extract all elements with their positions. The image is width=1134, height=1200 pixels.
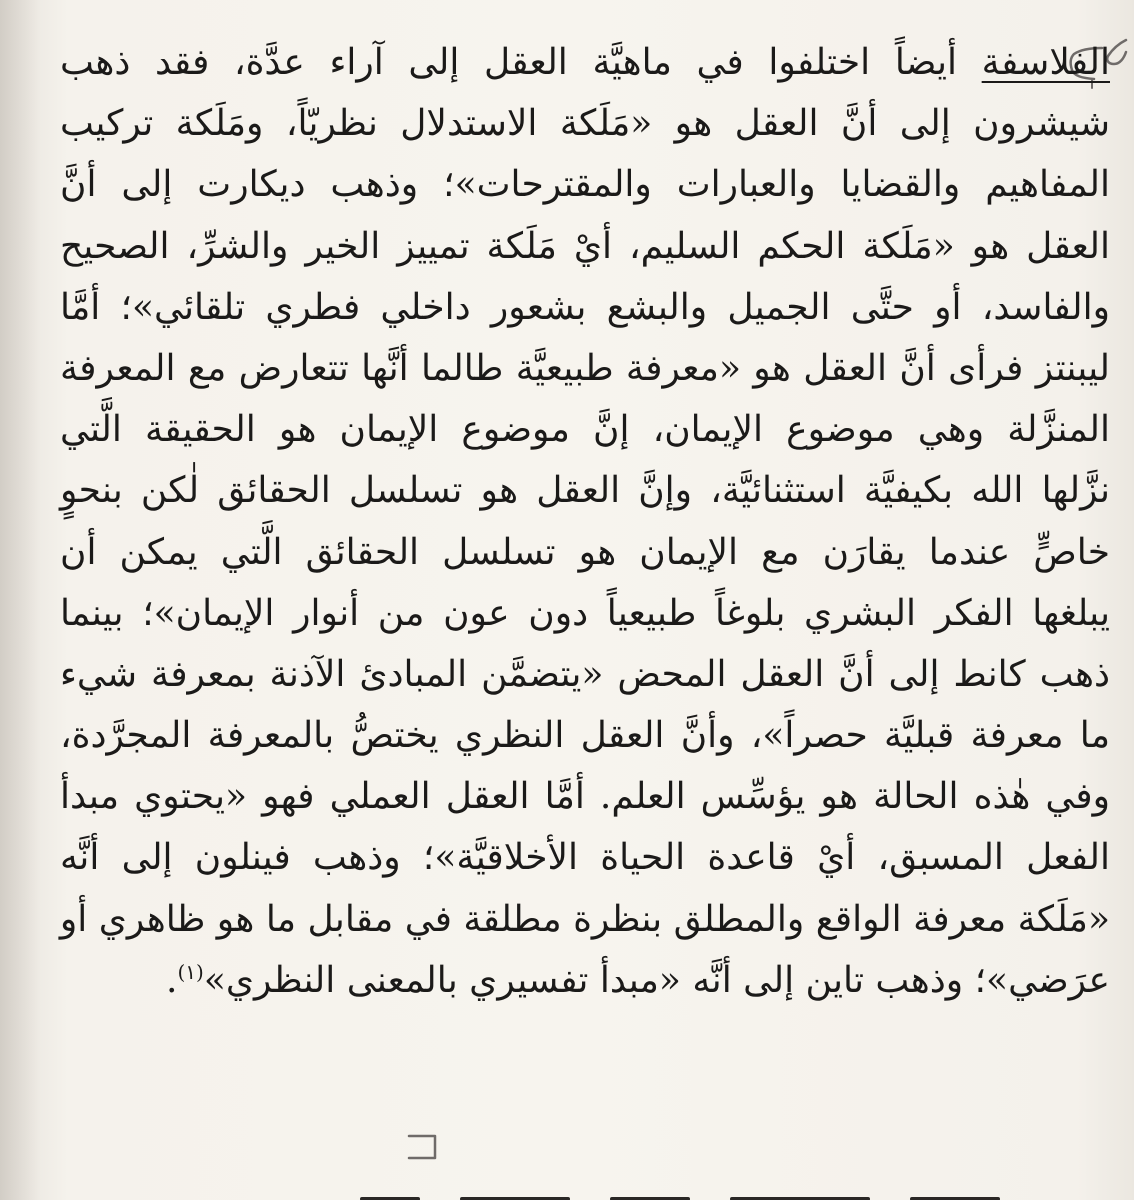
text-line-4: العقل هو «مَلَكة الحكم السليم، أيْ مَلَكة تمييز الخير والشرِّ، الصحيح — [60, 225, 1110, 267]
cut-off-next-line — [360, 1188, 1060, 1200]
text-line-15: «مَلَكة معرفة الواقع والمطلق بنظرة مطلقة في مقابل ما هو ظاهري أو — [59, 898, 1110, 940]
text-line-10: يبلغها الفكر البشري بلوغاً طبيعياً دون عون من أنوار الإيمان»؛ بينما — [60, 592, 1110, 634]
text-line-14: الفعل المسبق، أيْ قاعدة الحياة الأخلاقيَّة»؛ وذهب فينلون إلى أنَّه — [60, 837, 1110, 879]
page-gutter-shadow — [0, 0, 40, 1200]
line-1-after: أيضاً اختلفوا في ماهيَّة العقل إلى آراء عدَّة، فقد ذهب — [60, 42, 982, 83]
line-16-text: عرَضي»؛ وذهب تاين إلى أنَّه «مبدأ تفسيري بالمعنى النظري» — [203, 959, 1110, 1001]
body-text — [60, 32, 1110, 1011]
pen-closing-bracket-mark — [405, 1128, 450, 1168]
text-line-7: المنزَّلة وهي موضوع الإيمان، إنَّ موضوع الإيمان هو الحقيقة الَّتي — [60, 409, 1110, 451]
underlined-word: الفلاسفة — [981, 42, 1110, 83]
footnote-marker: (١) — [177, 959, 204, 984]
text-line-9: خاصٍّ عندما يقارَن مع الإيمان هو تسلسل الحقائق الَّتي يمكن أن — [60, 531, 1110, 573]
text-line-1 — [60, 32, 1110, 93]
text-line-5: والفاسد، أو حتَّى الجميل والبشع بشعور داخلي فطري تلقائي»؛ أمَّا — [60, 286, 1110, 328]
text-line-8: نزَّلها الله بكيفيَّة استثنائيَّة، وإنَّ العقل هو تسلسل الحقائق لٰكن بنحوٍ — [60, 470, 1110, 512]
text-line-11: ذهب كانط إلى أنَّ العقل المحض «يتضمَّن المبادئ الآذنة بمعرفة شيء — [60, 653, 1110, 695]
text-line-13: وفي هٰذه الحالة هو يؤسِّس العلم. أمَّا العقل العملي فهو «يحتوي مبدأ — [60, 776, 1110, 818]
text-line-6: ليبنتز فرأى أنَّ العقل هو «معرفة طبيعيَّة طالما أنَّها تتعارض مع المعرفة — [60, 347, 1110, 389]
text-line-3: المفاهيم والقضايا والعبارات والمقترحات»؛ وذهب ديكارت إلى أنَّ — [60, 164, 1110, 206]
text-line-2: شيشرون إلى أنَّ العقل هو «مَلَكة الاستدلال نظريّاً، ومَلَكة تركيب — [60, 103, 1110, 145]
text-line-12: ما معرفة قبليَّة حصراً»، وأنَّ العقل النظري يختصُّ بالمعرفة المجرَّدة، — [60, 715, 1110, 757]
text-line-16 — [60, 950, 1110, 1011]
final-period: . — [166, 959, 178, 1001]
